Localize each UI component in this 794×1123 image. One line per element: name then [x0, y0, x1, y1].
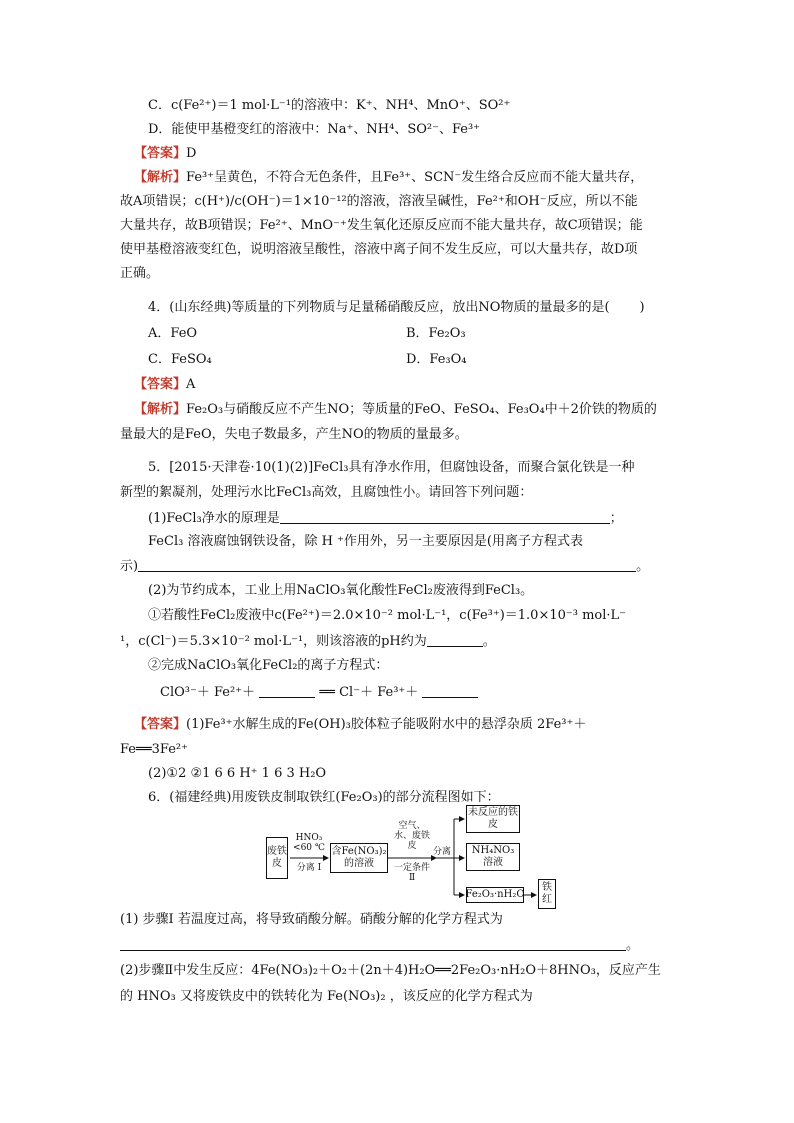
option-4b: B．Fe₂O₃: [406, 326, 466, 341]
analysis-3-line3: 大量共存，故B项错误；Fe²⁺、MnO⁻⁺发生氧化还原反应而不能大量共存，故C项错误；能: [120, 218, 643, 233]
question-5-2a-cont: [120, 632, 496, 651]
analysis-4-line1: [134, 401, 657, 419]
q5-1c-end: 。: [636, 559, 650, 574]
answer-tag: 【答案】: [134, 717, 187, 732]
answer-4: [134, 376, 195, 394]
question-6-1: (1) 步骤Ⅰ 若温度过高，将导致硝酸分解。硝酸分解的化学方程式为: [120, 912, 503, 927]
flow-label-step1-bot: 分离 Ⅰ: [296, 863, 322, 873]
q5-1-end: ；: [609, 511, 623, 526]
option-4d: D．Fe₃O₄: [406, 352, 467, 367]
question-5-1c: [120, 557, 649, 576]
analysis-tag: 【解析】: [134, 402, 187, 417]
analysis-3-line1: [134, 169, 643, 187]
option-4a: A．FeO: [148, 326, 198, 341]
question-6: 6．(福建经典)用废铁皮制取铁红(Fe₂O₃)的部分流程图如下：: [148, 790, 500, 805]
analysis-3-line2: 故A项错误；c(H⁺)/c(OH⁻)＝1×10⁻¹²的溶液，溶液呈碱性，Fe²⁺和OH⁻反应，所以不能: [120, 194, 638, 209]
question-5-2a: ①若酸性FeCl₂废液中c(Fe²⁺)＝2.0×10⁻² mol·L⁻¹，c(Fe³⁺)＝1.0×10⁻³ mol·L⁻: [148, 608, 627, 623]
question-4-text: 4．(山东经典)等质量的下列物质与足量稀硝酸反应，放出NO物质的量最多的是(: [148, 300, 610, 315]
answer-text: D: [186, 146, 197, 161]
analysis-3-line5: 正确。: [120, 266, 160, 281]
flow-label-step1-top: HNO₃ <60 ℃: [293, 833, 325, 853]
line-option-c: C．c(Fe²⁺)＝1 mol·L⁻¹的溶液中：K⁺、NH⁴、MnO⁺、SO²⁺: [148, 98, 511, 113]
analysis-text: Fe₂O₃与硝酸反应不产生NO；等质量的FeO、FeSO₄、Fe₃O₄中＋2价铁的物质的: [186, 402, 657, 417]
flow-box-iron-red: 铁红: [538, 879, 556, 909]
q5-1c-text: 示): [120, 559, 139, 574]
answer-blank[interactable]: [280, 509, 610, 524]
flow-label-separate: 分离: [432, 847, 451, 857]
q6-1-end: 。: [626, 938, 640, 953]
answer-text: (1)Fe³⁺水解生成的Fe(OH)₃胶体粒子能吸附水中的悬浮杂质 2Fe³⁺＋: [186, 717, 587, 732]
question-5-line2: 新型的絮凝剂，处理污水比FeCl₃高效，且腐蚀性小。请回答下列问题：: [120, 485, 533, 500]
answer-5-line1: [134, 716, 586, 734]
question-5-1b: FeCl₃ 溶液腐蚀钢铁设备，除 H ⁺作用外，另一主要原因是(用离子方程式表: [148, 534, 583, 549]
flow-box-solution: 含Fe(NO₃)₂的溶液: [330, 843, 388, 873]
answer-text: A: [186, 377, 196, 392]
question-5-2: (2)为节约成本，工业上用NaClO₃氧化酸性FeCl₂废液得到FeCl₃。: [148, 583, 534, 598]
flow-label-step2-bot: 一定条件 Ⅱ: [393, 863, 430, 883]
answer-tag: 【答案】: [134, 377, 187, 392]
line-option-d: D．能使甲基橙变红的溶液中：Na⁺、NH⁴、SO²⁻、Fe³⁺: [148, 122, 481, 137]
question-5-1: [148, 509, 623, 528]
flow-box-unreacted: 未反应的铁皮: [466, 805, 520, 833]
answer-tag: 【答案】: [134, 146, 187, 161]
flow-box-nh4no3: NH₄NO₃溶液: [466, 843, 520, 871]
equation-line: [160, 683, 478, 702]
question-6-1-blank: [120, 936, 639, 955]
answer-5-line2: Fe══3Fe²⁺: [120, 742, 189, 757]
question-6-2: (2)步骤Ⅱ中发生反应：4Fe(NO₃)₂＋O₂＋(2n＋4)H₂O══2Fe₂O₃·nH₂O＋8HNO₃，反应产生: [120, 963, 661, 978]
equation-left: ClO³⁻＋ Fe²⁺＋: [160, 685, 256, 700]
flow-box-fe2o3-hydrate: Fe₂O₃·nH₂O: [466, 887, 524, 903]
flow-label-step2-top: 空气、水、废铁皮: [393, 821, 430, 851]
answer-blank[interactable]: [427, 632, 483, 647]
q5-2a-text: ¹，c(Cl⁻)＝5.3×10⁻² mol·L⁻¹，则该溶液的pH约为: [120, 634, 427, 649]
answer-blank[interactable]: [120, 936, 626, 951]
analysis-text: Fe³⁺呈黄色，不符合无色条件，且Fe³⁺、SCN⁻发生络合反应而不能大量共存，: [186, 170, 644, 185]
analysis-tag: 【解析】: [134, 170, 187, 185]
answer-5-line3: (2)①2 ②1 6 6 H⁺ 1 6 3 H₂O: [148, 766, 327, 781]
q5-1-text: (1)FeCl₃净水的原理是: [148, 511, 280, 526]
question-4-paren: ): [639, 300, 645, 315]
option-4c: C．FeSO₄: [148, 352, 212, 367]
question-5-line1: 5．[2015·天津卷·10(1)(2)]FeCl₃具有净水作用，但腐蚀设备，而聚合氯化铁是一种: [148, 460, 635, 475]
flow-box-scrap-iron: 废铁皮: [266, 837, 288, 879]
question-5-2b: ②完成NaClO₃氧化FeCl₂的离子方程式：: [148, 658, 389, 673]
question-6-2b: 的 HNO₃ 又将废铁皮中的铁转化为 Fe(NO₃)₂ ，该反应的化学方程式为: [120, 989, 533, 1004]
flowchart: [262, 803, 562, 911]
equation-blank-2[interactable]: [422, 683, 478, 698]
answer-3: [134, 145, 196, 163]
question-4: [148, 299, 645, 317]
analysis-3-line4: 使甲基橙溶液变红色，说明溶液呈酸性，溶液中离子间不发生反应，可以大量共存，故D项: [120, 242, 638, 257]
answer-blank[interactable]: [138, 557, 636, 572]
q5-2a-end: 。: [482, 634, 496, 649]
equation-blank-1[interactable]: [259, 683, 315, 698]
analysis-4-line2: 量最大的是FeO，失电子数最多，产生NO的物质的量最多。: [120, 427, 468, 442]
equation-right: ══ Cl⁻＋ Fe³⁺＋: [319, 685, 419, 700]
